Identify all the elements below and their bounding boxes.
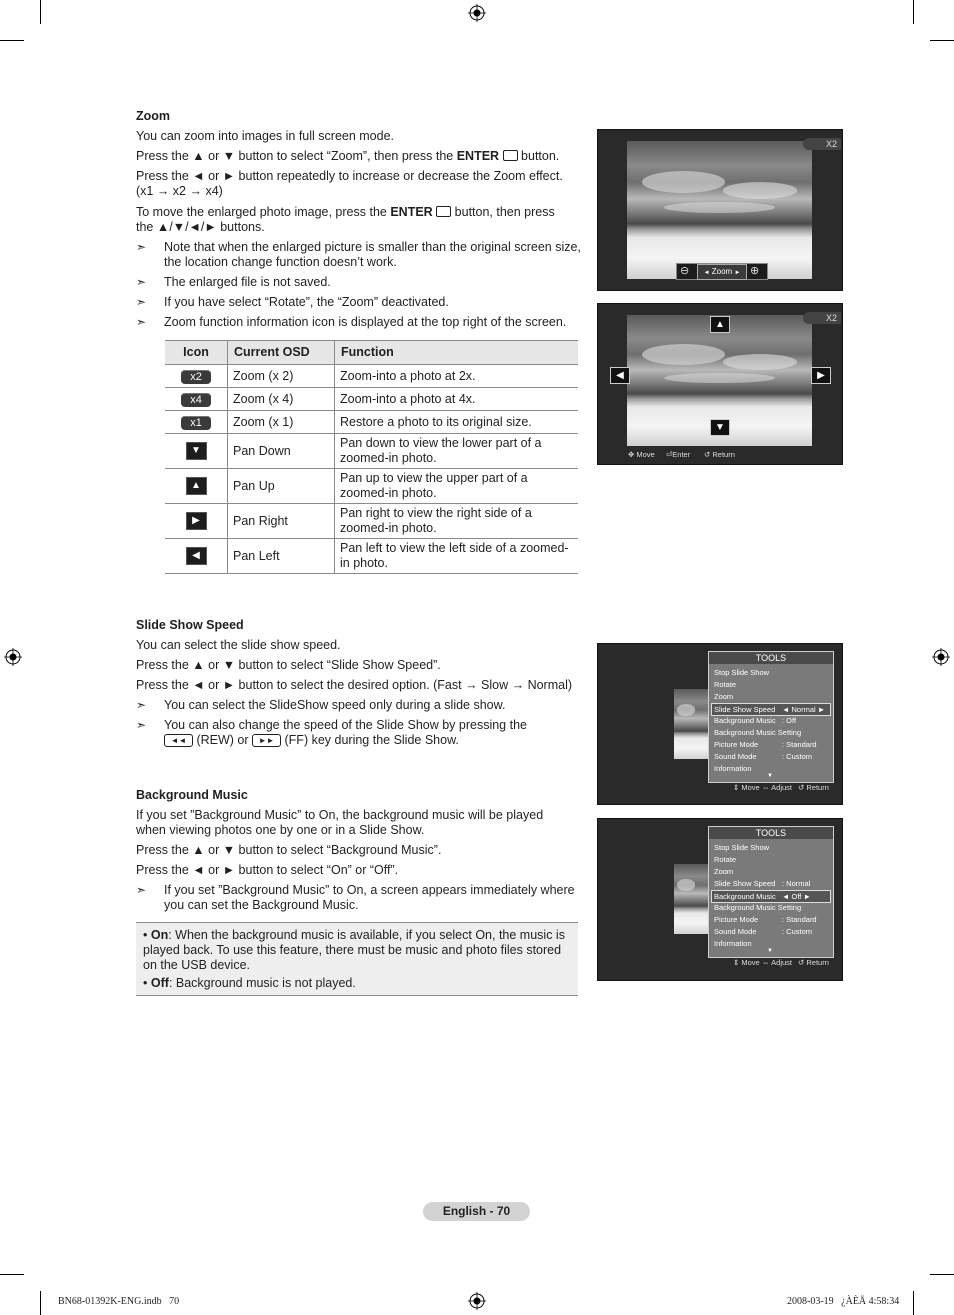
menu-item (712, 667, 830, 678)
menu-item-value: : Normal (782, 879, 811, 888)
menu-item-label: Rotate (714, 855, 737, 864)
zoom-control-bar (676, 263, 768, 280)
menu-item-label: Sound Mode (714, 752, 757, 761)
tools-screen-speed (597, 643, 843, 805)
menu-item-label: Background Music (714, 892, 776, 901)
zoom-icon-table (165, 340, 578, 574)
note-arrow-icon: ➣ (136, 698, 147, 712)
zoom-screen-illustration (597, 129, 843, 291)
tools-title: TOOLS (709, 827, 833, 839)
option-text: : When the background music is available, if you select On, the music is played back. To use this feature, there must be music and photo files stored on the USB device. (143, 928, 565, 972)
zoom-step-select (136, 149, 559, 164)
more-down-icon: ▼ (767, 773, 773, 779)
footer-enter (666, 450, 690, 459)
crop-mark (40, 0, 41, 24)
adjust-icon: ⇔ (762, 783, 770, 792)
menu-item-value: : Custom (782, 752, 813, 761)
return-icon: ↺ (798, 958, 805, 967)
enter-icon (436, 206, 451, 217)
bgmusic-heading: Background Music (136, 788, 248, 802)
osd-cell: Zoom (x 4) (228, 388, 335, 411)
zoom-x1-icon: x1 (181, 416, 211, 430)
table-row (165, 469, 578, 504)
text: button. (517, 149, 560, 163)
menu-item (712, 866, 830, 877)
note-text: You can select the SlideShow speed only during a slide show. (164, 698, 506, 712)
menu-item (712, 691, 830, 702)
menu-item-label: Zoom (714, 692, 734, 701)
menu-item (712, 679, 830, 690)
menu-item-label: Stop Slide Show (714, 843, 770, 852)
pan-left-icon: ◀ (610, 367, 630, 384)
right-arrow-icon: ► (734, 270, 741, 276)
footer-return (704, 450, 735, 459)
file-info: BN68-01392K-ENG.indb 70 (58, 1296, 180, 1307)
table-row (165, 388, 578, 411)
text: Enter (672, 450, 691, 459)
note-arrow-icon: ➣ (136, 275, 147, 289)
bgmusic-options-box (136, 922, 578, 996)
bullet-icon: • (143, 976, 148, 990)
table-header-row (165, 341, 578, 365)
menu-item-value: : Off (782, 716, 797, 725)
text: To move the enlarged photo image, press the (136, 205, 391, 219)
text: Return (806, 958, 829, 967)
table-row (165, 411, 578, 434)
table-row (165, 434, 578, 469)
text: button, then press (451, 205, 555, 219)
footer-adjust (762, 783, 792, 792)
menu-item (712, 842, 830, 853)
zoom-intro: You can zoom into images in full screen mode. (136, 129, 395, 143)
zoom-in-icon: ⊕ (750, 265, 760, 277)
menu-item (712, 739, 830, 750)
menu-item-label: Information (714, 939, 752, 948)
tools-screen-bgmusic (597, 818, 843, 981)
return-icon: ↺ (704, 450, 711, 459)
print-date: 2008-03-19 ¿ÀÈÄ 4:58:34 (787, 1296, 900, 1307)
icon-cell (165, 411, 228, 434)
text: Adjust (771, 958, 793, 967)
menu-item (712, 727, 830, 738)
enter-icon: ⏎ (666, 450, 673, 459)
pan-screen-illustration (597, 303, 843, 465)
pan-right-icon: ▶ (811, 367, 831, 384)
pan-up-icon: ▲ (710, 316, 730, 333)
menu-item (712, 854, 830, 865)
adjust-icon: ⇔ (762, 958, 770, 967)
text: Press the ▲ or ▼ button to select “Zoom”, then press the (136, 149, 457, 163)
table-row (165, 504, 578, 539)
option-label: On (150, 928, 169, 942)
osd-cell: Pan Left (228, 539, 335, 574)
pan-right-icon: ▶ (186, 512, 207, 530)
bullet-off (143, 976, 573, 991)
pan-left-icon: ◀ (186, 547, 207, 565)
crop-mark (930, 1274, 954, 1275)
zoom-x2-icon: x2 (181, 370, 211, 384)
crop-mark (930, 40, 954, 41)
menu-item-label: Information (714, 764, 752, 773)
tools-menu (708, 826, 834, 958)
slideshow-intro: You can select the slide show speed. (136, 638, 341, 652)
menu-item-label: Background Music Setting (714, 903, 802, 912)
menu-item-label: Sound Mode (714, 927, 757, 936)
icon-cell (165, 469, 228, 504)
note-arrow-icon: ➣ (136, 315, 147, 329)
footer-move (733, 958, 760, 967)
text: Return (712, 450, 735, 459)
move-icon: ⇕ (733, 958, 740, 967)
zoom-x4-icon: x4 (181, 393, 211, 407)
move-icon: ✥ (628, 450, 635, 459)
icon-cell (165, 365, 228, 388)
menu-item-label: Stop Slide Show (714, 668, 770, 677)
zoom-step-adjust (136, 169, 596, 199)
zoom-step-move (136, 205, 596, 235)
menu-item-label: Picture Mode (714, 740, 759, 749)
left-arrow-icon: ◄ (703, 270, 710, 276)
text: (FF) key during the Slide Show. (281, 733, 459, 747)
registration-mark-icon (932, 648, 950, 666)
registration-mark-icon (468, 4, 486, 22)
note-text: Note that when the enlarged picture is smaller than the original screen size, the location change function doesn’t work. (164, 240, 581, 269)
icon-cell (165, 504, 228, 539)
zoom-x2-icon: X2 (803, 138, 841, 150)
column-header: Current OSD (228, 341, 335, 365)
function-cell: Pan right to view the right side of a zoomed-in photo. (335, 504, 579, 539)
menu-item (712, 902, 830, 913)
zoom-text: Zoom (711, 267, 733, 276)
option-label: Off (150, 976, 169, 990)
icon-cell (165, 434, 228, 469)
footer-return (798, 783, 829, 792)
text: Move (636, 450, 655, 459)
enter-icon (503, 150, 518, 161)
menu-item-label: Background Music Setting (714, 728, 802, 737)
ff-key-icon: ►► (252, 734, 281, 747)
text: Return (806, 783, 829, 792)
crop-mark (0, 1274, 24, 1275)
note-text: If you set ”Background Music” to On, a screen appears immediately where you can set the Background Music. (164, 883, 575, 912)
photo-image (627, 141, 812, 279)
menu-item (712, 926, 830, 937)
bgmusic-step-select: Press the ▲ or ▼ button to select “Background Music”. (136, 843, 442, 857)
text: Move (741, 958, 760, 967)
column-header: Icon (165, 341, 228, 365)
crop-mark (0, 40, 24, 41)
menu-item-value: : Custom (782, 927, 813, 936)
function-cell: Zoom-into a photo at 2x. (335, 365, 579, 388)
note-text: The enlarged file is not saved. (164, 275, 331, 289)
pan-down-icon: ▼ (186, 442, 207, 460)
menu-item (712, 715, 830, 726)
slideshow-step-option: Press the ◄ or ► button to select the desired option. (Fast → Slow → Normal) (136, 678, 573, 692)
note-text: If you have select “Rotate”, the “Zoom” deactivated. (164, 295, 449, 309)
text: the ▲/▼/◄/► buttons. (136, 220, 265, 234)
page-number: English - 70 (423, 1202, 530, 1221)
text: Adjust (771, 783, 793, 792)
menu-item-value: : Standard (782, 740, 817, 749)
zoom-out-icon: ⊖ (680, 265, 690, 277)
bullet-icon: • (143, 928, 148, 942)
footer-return (798, 958, 829, 967)
function-cell: Zoom-into a photo at 4x. (335, 388, 579, 411)
footer-move (733, 783, 760, 792)
column-header: Function (335, 341, 579, 365)
menu-item-label: Background Music (714, 716, 776, 725)
menu-item (712, 914, 830, 925)
zoom-x2-icon: X2 (803, 312, 841, 324)
function-cell: Pan down to view the lower part of a zoomed-in photo. (335, 434, 579, 469)
osd-cell: Zoom (x 2) (228, 365, 335, 388)
menu-item-label: Slide Show Speed (714, 879, 776, 888)
menu-item-label: Slide Show Speed (714, 705, 776, 714)
menu-item-value: ◄ Normal ► (782, 705, 826, 714)
crop-mark (40, 1291, 41, 1315)
text: You can also change the speed of the Slide Show by pressing the (164, 718, 527, 732)
note-text (164, 718, 589, 748)
menu-item (712, 751, 830, 762)
tools-title: TOOLS (709, 652, 833, 664)
note-arrow-icon: ➣ (136, 883, 147, 897)
table-row (165, 365, 578, 388)
pan-down-icon: ▼ (710, 419, 730, 436)
bgmusic-intro: If you set ”Background Music” to On, the background music will be played when viewing photos one by one or in a Slide Show. (136, 808, 544, 837)
pan-up-icon: ▲ (186, 477, 207, 495)
text: Press the ◄ or ► button repeatedly to increase or decrease the Zoom effect. (136, 169, 563, 183)
menu-item-label: Rotate (714, 680, 737, 689)
menu-item-value: ◄ Off ► (782, 892, 811, 901)
bullet-on (143, 928, 573, 973)
enter-key: ENTER (390, 205, 433, 219)
note-arrow-icon: ➣ (136, 718, 147, 732)
rew-key-icon: ◄◄ (164, 734, 193, 747)
menu-item-label: Zoom (714, 867, 734, 876)
text: (REW) or (193, 733, 253, 747)
slideshow-heading: Slide Show Speed (136, 618, 244, 632)
menu-item-value: : Standard (782, 915, 817, 924)
osd-cell: Pan Right (228, 504, 335, 539)
menu-item (712, 878, 830, 889)
registration-mark-icon (4, 648, 22, 666)
zoom-label (697, 264, 747, 280)
menu-item-label: Picture Mode (714, 915, 759, 924)
icon-cell (165, 539, 228, 574)
tools-menu (708, 651, 834, 783)
function-cell: Restore a photo to its original size. (335, 411, 579, 434)
zoom-heading: Zoom (136, 109, 171, 123)
note-text: Zoom function information icon is displayed at the top right of the screen. (164, 315, 567, 329)
move-icon: ⇕ (733, 783, 740, 792)
function-cell: Pan left to view the left side of a zoomed-in photo. (335, 539, 579, 574)
footer-move (628, 450, 655, 459)
note-arrow-icon: ➣ (136, 240, 147, 254)
enter-key: ENTER (456, 149, 500, 163)
crop-mark (913, 1291, 914, 1315)
note-arrow-icon: ➣ (136, 295, 147, 309)
osd-cell: Pan Up (228, 469, 335, 504)
more-down-icon: ▼ (767, 948, 773, 954)
option-text: : Background music is not played. (168, 976, 356, 990)
function-cell: Pan up to view the upper part of a zoomed-in photo. (335, 469, 579, 504)
text: Move (741, 783, 760, 792)
crop-mark (913, 0, 914, 24)
registration-mark-icon (468, 1292, 486, 1310)
text: (x1 → x2 → x4) (136, 184, 223, 198)
osd-cell: Zoom (x 1) (228, 411, 335, 434)
return-icon: ↺ (798, 783, 805, 792)
table-row (165, 539, 578, 574)
icon-cell (165, 388, 228, 411)
text-line (136, 205, 596, 220)
footer-adjust (762, 958, 792, 967)
slideshow-step-select: Press the ▲ or ▼ button to select “Slide Show Speed”. (136, 658, 441, 672)
osd-cell: Pan Down (228, 434, 335, 469)
bgmusic-step-option: Press the ◄ or ► button to select “On” or “Off”. (136, 863, 399, 877)
